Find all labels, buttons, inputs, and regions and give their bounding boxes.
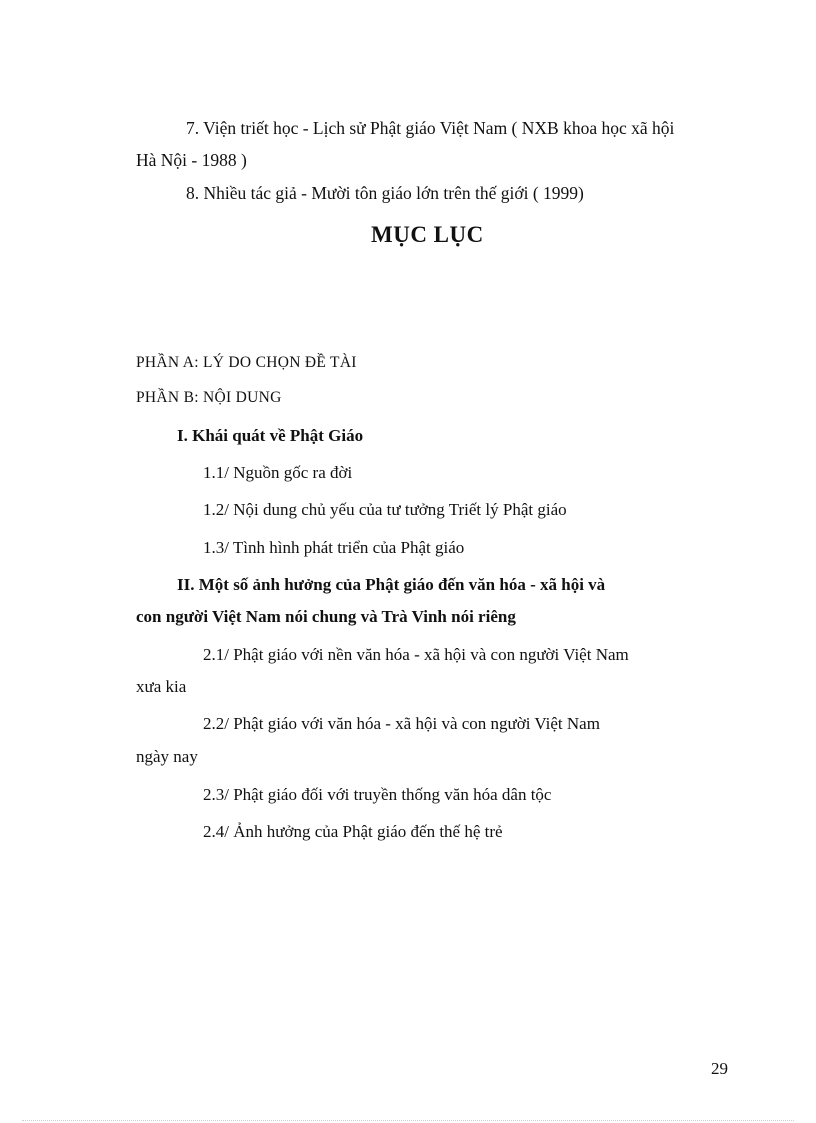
page-title: MỤC LỤC (371, 222, 484, 247)
reference-7-line1: 7. Viện triết học - Lịch sử Phật giáo Việt Nam ( NXB khoa học xã hội (186, 118, 675, 138)
toc-item-2-1-line2: xưa kia (136, 677, 187, 696)
toc-item-2-1-line1: 2.1/ Phật giáo với nền văn hóa - xã hội và con người Việt Nam (203, 645, 629, 664)
reference-7-line2: Hà Nội - 1988 ) (136, 150, 247, 170)
toc-chapter-2-heading-line1: II. Một số ảnh hưởng của Phật giáo đến văn hóa - xã hội và (177, 575, 606, 594)
toc-item-2-2-line2: ngày nay (136, 747, 198, 766)
reference-8: 8. Nhiều tác giả - Mười tôn giáo lớn trên thế giới ( 1999) (186, 183, 584, 203)
toc-chapter-1-heading: I. Khái quát về Phật Giáo (177, 426, 364, 445)
toc-chapter-2-heading-line2: con người Việt Nam nói chung và Trà Vinh nói riêng (136, 607, 516, 626)
toc-part-a: PHẦN A: LÝ DO CHỌN ĐỀ TÀI (136, 354, 357, 371)
toc-item-2-4: 2.4/ Ảnh hưởng của Phật giáo đến thế hệ trẻ (203, 822, 503, 841)
toc-item-1-2: 1.2/ Nội dung chủ yếu của tư tưởng Triết lý Phật giáo (203, 500, 567, 519)
page-number: 29 (711, 1059, 728, 1078)
toc-item-2-3: 2.3/ Phật giáo đối với truyền thống văn hóa dân tộc (203, 785, 552, 804)
toc-part-b: PHẦN B: NỘI DUNG (136, 389, 282, 406)
toc-item-1-1: 1.1/ Nguồn gốc ra đời (203, 463, 353, 482)
toc-item-2-2-line1: 2.2/ Phật giáo với văn hóa - xã hội và con người Việt Nam (203, 714, 600, 733)
toc-item-1-3: 1.3/ Tình hình phát triển của Phật giáo (203, 538, 465, 557)
bottom-divider (22, 1120, 794, 1121)
